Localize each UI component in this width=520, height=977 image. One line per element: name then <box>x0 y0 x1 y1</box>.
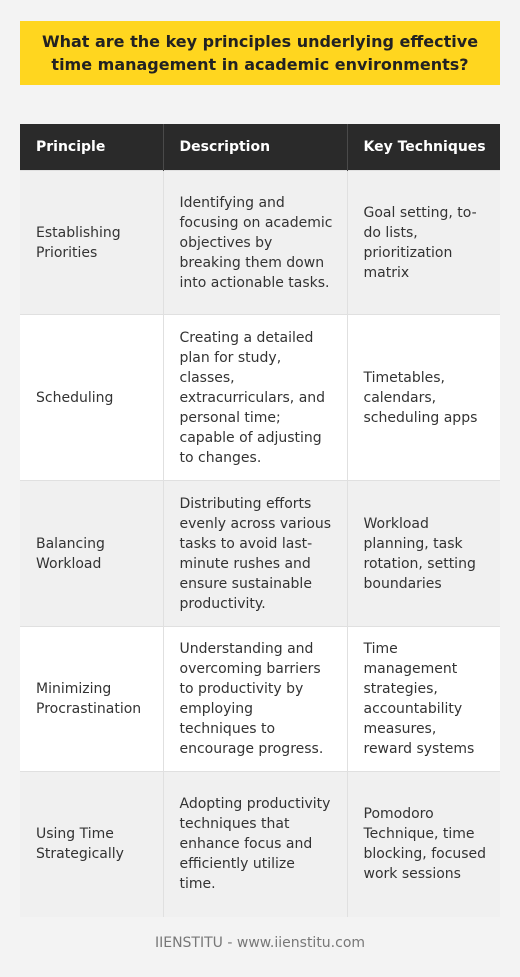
header-description: Description <box>163 124 347 171</box>
footer-credit: IIENSTITU - www.iienstitu.com <box>154 935 366 951</box>
header-principle: Principle <box>20 124 163 171</box>
principles-table <box>20 124 500 917</box>
techniques-cell: Timetables, calendars, scheduling apps <box>347 315 500 481</box>
table-row <box>20 171 500 315</box>
header-key-techniques: Key Techniques <box>347 124 500 171</box>
principle-cell: Using Time Strategically <box>20 772 163 917</box>
table-row <box>20 627 500 772</box>
description-cell: Understanding and overcoming barriers to productivity by employing techniques to encourage progress. <box>163 627 347 772</box>
techniques-cell: Workload planning, task rotation, setting boundaries <box>347 481 500 627</box>
table-header-row <box>20 124 500 171</box>
description-cell: Creating a detailed plan for study, classes, extracurriculars, and personal time; capable of adjusting to changes. <box>163 315 347 481</box>
table-row <box>20 481 500 627</box>
table-row <box>20 772 500 917</box>
techniques-cell: Goal setting, to-do lists, prioritization matrix <box>347 171 500 315</box>
description-cell: Identifying and focusing on academic objectives by breaking them down into actionable tasks. <box>163 171 347 315</box>
table-row <box>20 315 500 481</box>
techniques-cell: Time management strategies, accountability measures, reward systems <box>347 627 500 772</box>
description-cell: Adopting productivity techniques that enhance focus and efficiently utilize time. <box>163 772 347 917</box>
principle-cell: Scheduling <box>20 315 163 481</box>
description-cell: Distributing efforts evenly across various tasks to avoid last-minute rushes and ensure sustainable productivity. <box>163 481 347 627</box>
principle-cell: Minimizing Procrastination <box>20 627 163 772</box>
principle-cell: Balancing Workload <box>20 481 163 627</box>
page-title: What are the key principles underlying effective time management in academic environments? <box>20 21 500 85</box>
principle-cell: Establishing Priorities <box>20 171 163 315</box>
techniques-cell: Pomodoro Technique, time blocking, focused work sessions <box>347 772 500 917</box>
